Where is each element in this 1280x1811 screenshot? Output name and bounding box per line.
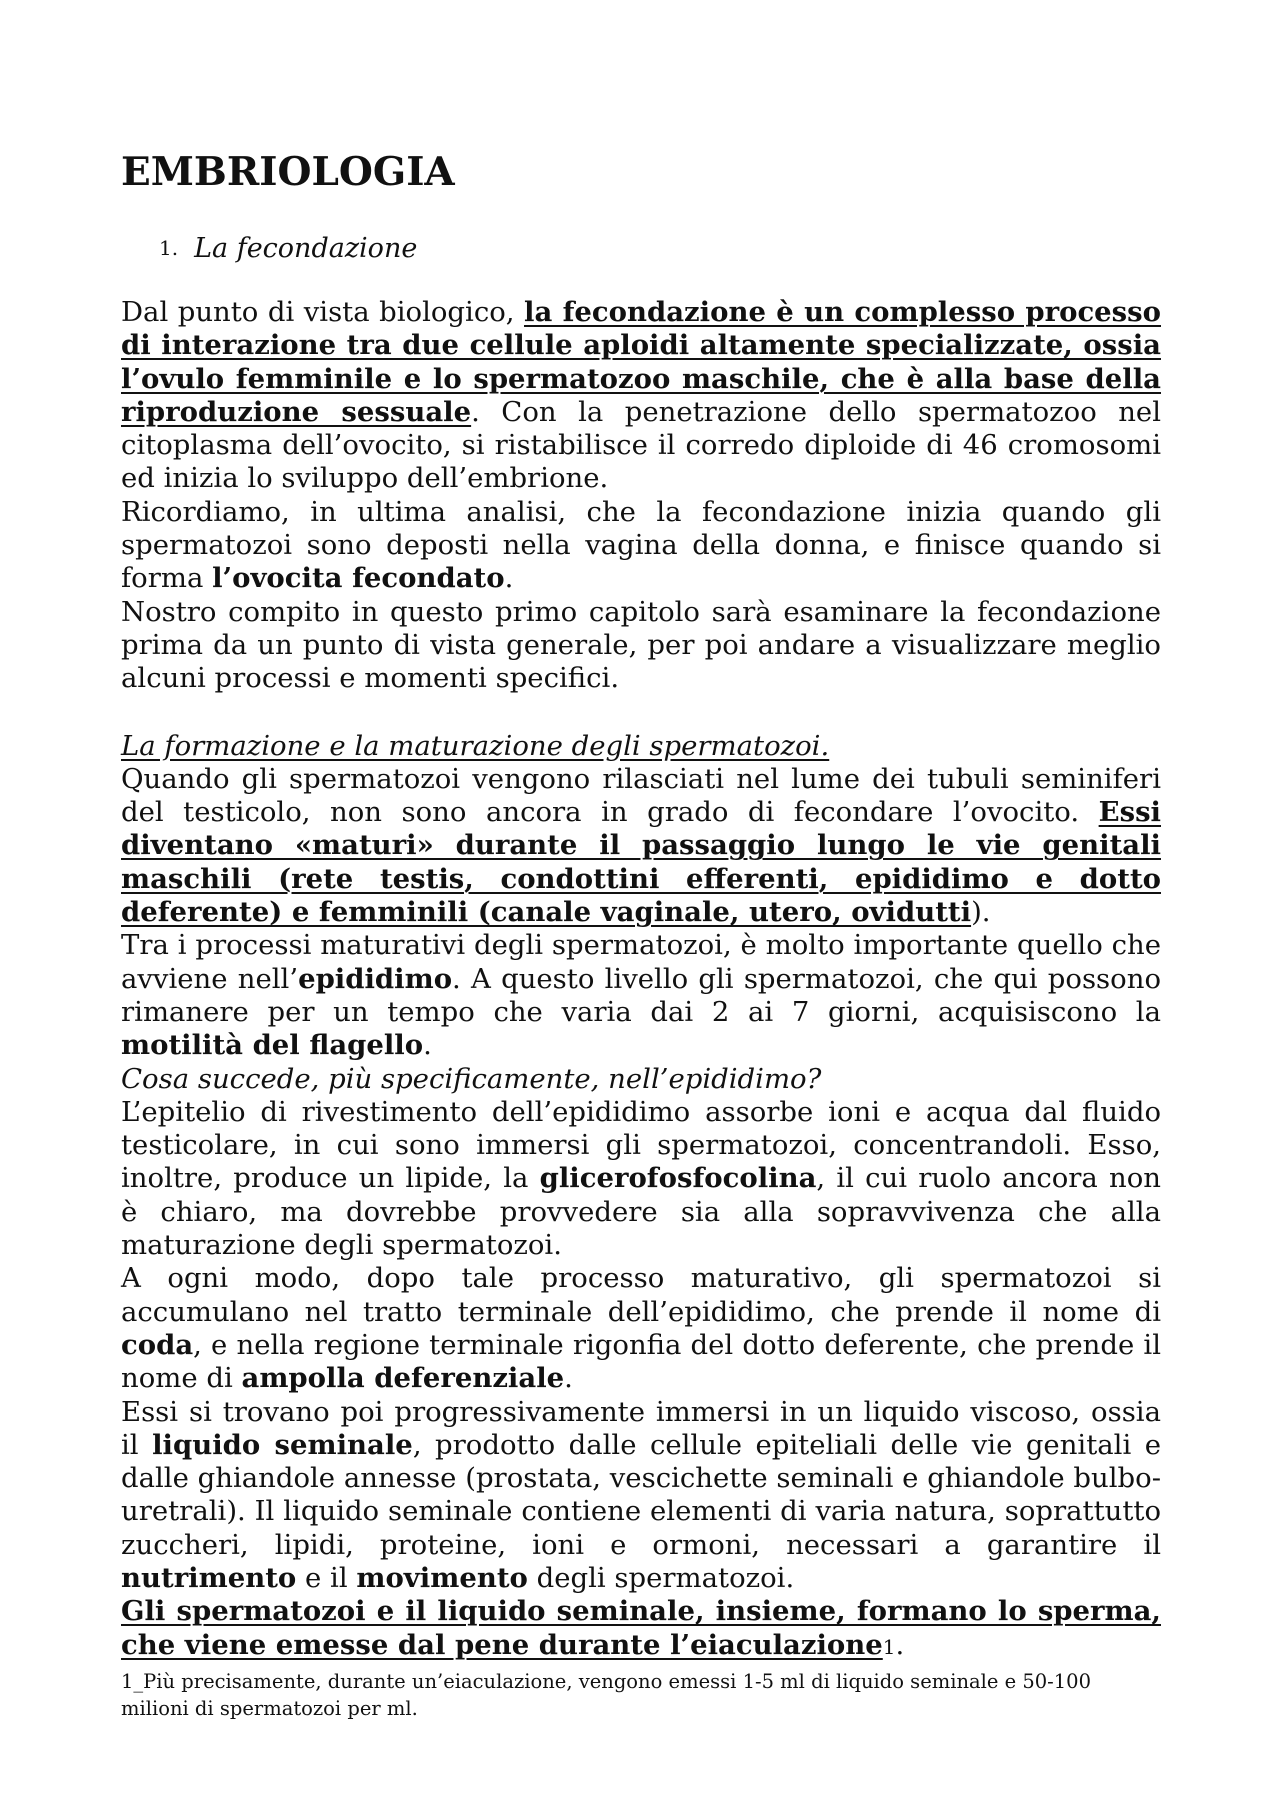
key-definition: la fecondazione è un complesso processo di interazione tra due cellule aploidi altamente specializzate, ossia l’ovulo femminile e lo spermatozoo maschile, che è alla base della riproduzione sessuale: [121, 296, 1161, 428]
paragraph-definition: Dal punto di vista biologico, la fecondazione è un complesso processo di interazione tra due cellule aploidi altamente specializzate, ossia l’ovulo femminile e lo spermatozoo maschile, che è alla base della riproduzione sessuale. Con la penetrazione dello spermatozoo nel citoplasma dell’ovocito, si ristabilisce il corredo diploide di 46 cromosomi ed inizia lo sviluppo dell’embrione.: [121, 296, 1162, 495]
term-ovocita-fecondato: l’ovocita fecondato: [212, 562, 505, 595]
paragraph-epididimo: Tra i processi maturativi degli spermatozoi, è molto importante quello che avviene nell’epididimo. A questo livello gli spermatozoi, che qui possono rimanere per un tempo che varia dai 2 ai 7 giorni, acquisiscono la motilità del flagello.: [121, 929, 1161, 1062]
term-ampolla: ampolla deferenziale: [241, 1362, 565, 1395]
term-coda: coda: [121, 1328, 194, 1361]
footnote: [121, 1668, 1161, 1722]
paragraph-maturation: Quando gli spermatozoi vengono rilasciati nel lume dei tubuli seminiferi del testicolo, non sono ancora in grado di fecondare l’ovocito. Essi diventano «maturi» durante il passaggio lungo le vie genitali maschili (rete testis, condottini efferenti, epididimo e dotto deferente) e femminili (canale vaginale, utero, ovidutti).: [121, 762, 1161, 929]
term-movimento: movimento: [356, 1561, 528, 1594]
term-nutrimento: nutrimento: [121, 1561, 297, 1594]
term-liquido-seminale: liquido seminale: [152, 1428, 413, 1461]
key-maturation: Essi diventano «maturi» durante il passaggio lungo le vie genitali maschili (rete testis, condottini efferenti, epididimo e dotto deferente) e femminili (canale vaginale, utero, ovidutti: [121, 796, 1161, 929]
key-sperma: Gli spermatozoi e il liquido seminale, insieme, formano lo sperma, che viene emesse dal pene durante l’eiaculazione: [121, 1595, 1161, 1661]
footnote-reference: 1: [882, 1634, 896, 1659]
document-page: [121, 150, 1161, 1722]
paragraph-chapter-goal: Nostro compito in questo primo capitolo sarà esaminare la fecondazione prima da un punto di vista generale, per poi andare a visualizzare meglio alcuni processi e momenti specifici.: [121, 595, 1161, 695]
footnote-text: Più precisamente, durante un’eiaculazione, vengono emessi 1-5 ml di liquido seminale e 50-100 milioni di spermatozoi per ml.: [121, 1669, 1091, 1720]
paragraph-epitelio: L’epitelio di rivestimento dell’epididimo assorbe ioni e acqua dal fluido testicolare, in cui sono immersi gli spermatozoi, concentrandoli. Esso, inoltre, produce un lipide, la glicerofosfocolina, il cui ruolo ancora non è chiaro, ma dovrebbe provvedere sia alla sopravvivenza che alla maturazione degli spermatozoi.: [121, 1095, 1162, 1262]
chapter-heading: [159, 230, 1161, 266]
term-epididimo: epididimo: [298, 962, 453, 995]
paragraph-sperma: Gli spermatozoi e il liquido seminale, insieme, formano lo sperma, che viene emesse dal pene durante l’eiaculazione1.: [121, 1595, 1161, 1661]
term-glicerofosfocolina: glicerofosfocolina: [539, 1162, 817, 1195]
paragraph-recap: Ricordiamo, in ultima analisi, che la fecondazione inizia quando gli spermatozoi sono deposti nella vagina della donna, e finisce quando si forma l’ovocita fecondato.: [121, 495, 1161, 595]
document-title: EMBRIOLOGIA: [121, 149, 455, 195]
question-line: Cosa succede, più specificamente, nell’epididimo?: [121, 1062, 822, 1095]
chapter-title: La fecondazione: [194, 233, 418, 264]
paragraph-accumulo: A ogni modo, dopo tale processo maturativo, gli spermatozoi si accumulano nel tratto terminale dell’epididimo, che prende il nome di coda, e nella regione terminale rigonfia del dotto deferente, che prende il nome di ampolla deferenziale.: [121, 1262, 1161, 1395]
paragraph-liquido-seminale: Essi si trovano poi progressivamente immersi in un liquido viscoso, ossia il liquido seminale, prodotto dalle cellule epiteliali delle vie genitali e dalle ghiandole annesse (prostata, vescichette seminali e ghiandole bulbo-uretrali). Il liquido seminale contiene elementi di varia natura, soprattutto zuccheri, lipidi, proteine, ioni e ormoni, necessari a garantire il nutrimento e il movimento degli spermatozoi.: [121, 1395, 1162, 1594]
term-motilita: motilità del flagello: [121, 1029, 424, 1062]
section-heading: La formazione e la maturazione degli spermatozoi.: [121, 729, 830, 762]
chapter-number: 1.: [159, 236, 179, 260]
footnote-marker: 1_: [121, 1669, 144, 1693]
